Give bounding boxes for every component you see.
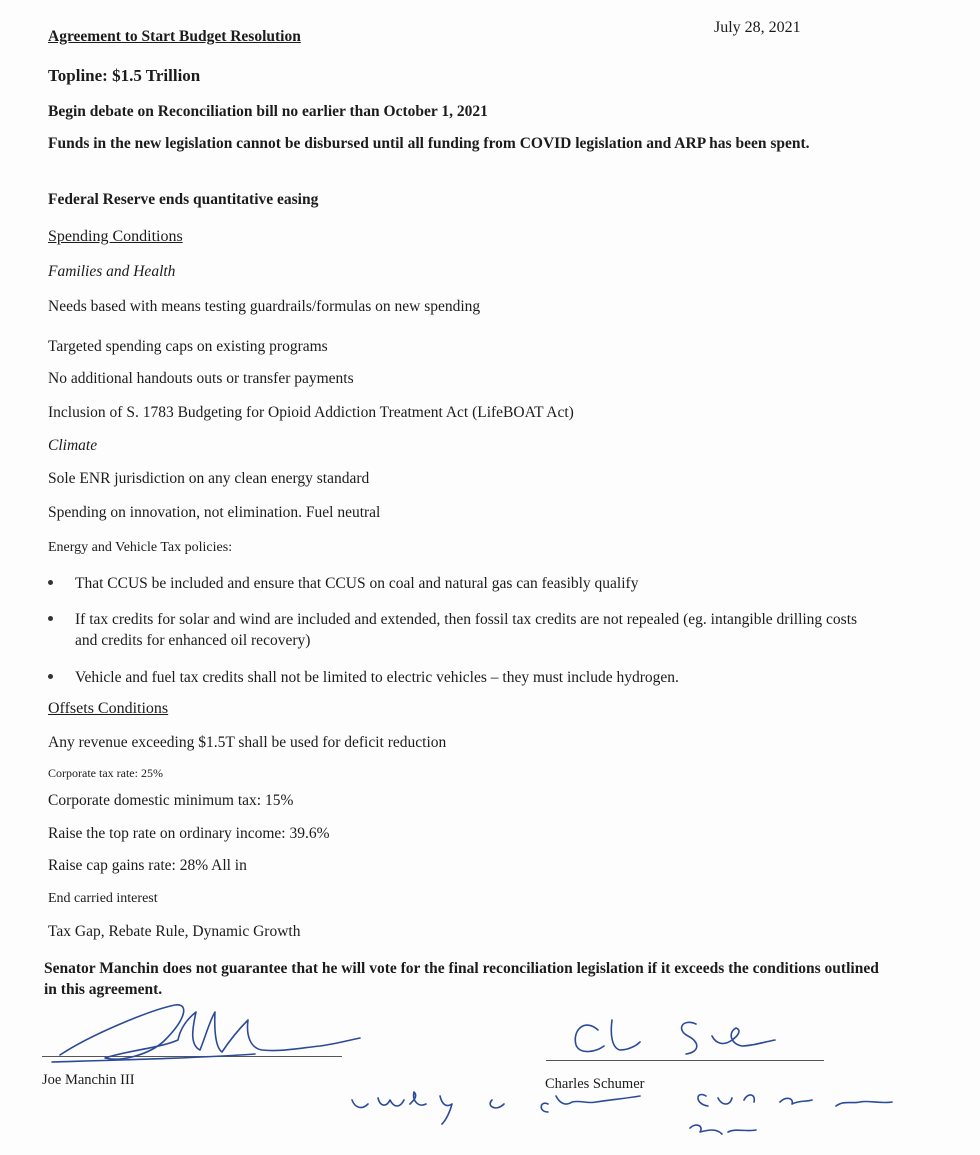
bullet-text: If tax credits for solar and wind are included and extended, then fossil tax credits are not repealed (eg. intangible drilling costs and credits for enhanced oil recovery) <box>75 611 858 649</box>
spending-heading: Spending Conditions <box>48 228 183 245</box>
bullet-text: Vehicle and fuel tax credits shall not be limited to electric vehicles – they must include hydrogen. <box>75 669 679 686</box>
topline: Topline: $1.5 Trillion <box>48 66 201 85</box>
families-item: Inclusion of S. 1783 Budgeting for Opioid Addiction Treatment Act (LifeBOAT Act) <box>48 404 574 421</box>
handwritten-note <box>352 1092 892 1124</box>
funds-term: Funds in the new legislation cannot be disbursed until all funding from COVID legislation and ARP has been spent. <box>48 135 810 152</box>
signer-name-left: Joe Manchin III <box>42 1072 135 1088</box>
bullet-text: That CCUS be included and ensure that CCUS on coal and natural gas can feasibly qualify <box>75 575 639 592</box>
offsets-item: Raise the top rate on ordinary income: 39.6% <box>48 825 330 842</box>
debate-term: Begin debate on Reconciliation bill no earlier than October 1, 2021 <box>48 103 488 120</box>
offsets-heading: Offsets Conditions <box>48 700 169 717</box>
offsets-item: Raise cap gains rate: 28% All in <box>48 857 247 874</box>
document-title: Agreement to Start Budget Resolution <box>48 28 301 45</box>
offsets-item: Tax Gap, Rebate Rule, Dynamic Growth <box>48 923 301 940</box>
closing-statement: Senator Manchin does not guarantee that he will vote for the final reconciliation legislation if it exceeds the conditions outlined in this agreement. <box>44 960 879 998</box>
manchin-signature <box>60 1005 360 1059</box>
offsets-item: Corporate tax rate: 25% <box>48 766 163 780</box>
climate-item: Spending on innovation, not elimination. Fuel neutral <box>48 504 381 521</box>
climate-heading: Climate <box>48 437 98 454</box>
families-item: Needs based with means testing guardrails/formulas on new spending <box>48 298 481 315</box>
families-heading: Families and Health <box>48 263 176 280</box>
document-date: July 28, 2021 <box>714 19 801 36</box>
schumer-signature <box>575 1020 775 1054</box>
signer-name-right: Charles Schumer <box>545 1076 645 1092</box>
fed-term: Federal Reserve ends quantitative easing <box>48 191 319 208</box>
climate-item: Sole ENR jurisdiction on any clean energy standard <box>48 470 370 487</box>
climate-item: Energy and Vehicle Tax policies: <box>48 540 233 555</box>
families-item: No additional handouts outs or transfer payments <box>48 370 354 387</box>
offsets-item: Any revenue exceeding $1.5T shall be used for deficit reduction <box>48 734 447 751</box>
offsets-item: End carried interest <box>48 891 158 906</box>
offsets-item: Corporate domestic minimum tax: 15% <box>48 792 294 809</box>
families-item: Targeted spending caps on existing programs <box>48 338 328 355</box>
